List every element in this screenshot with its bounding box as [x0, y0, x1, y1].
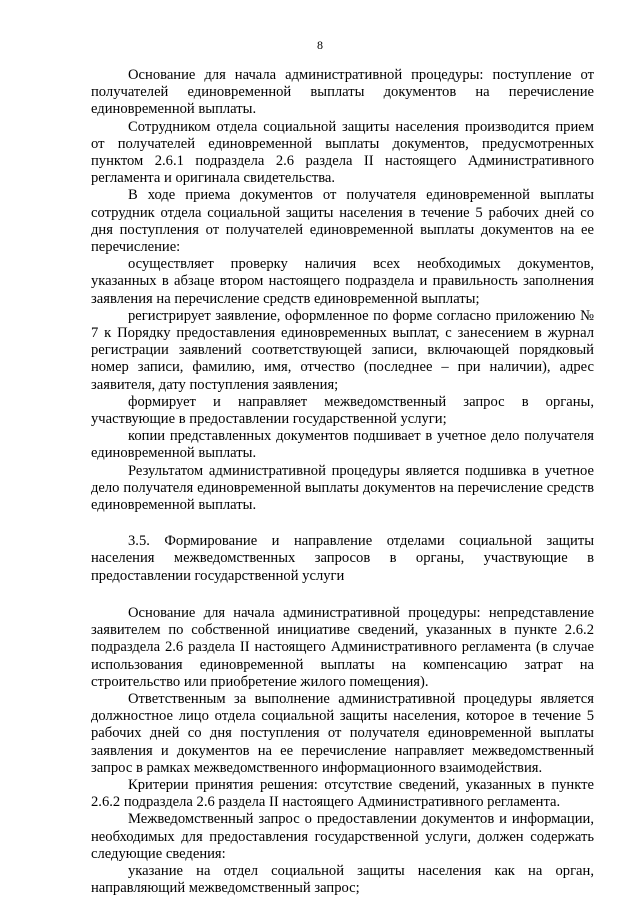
- list-item-check-documents: осуществляет проверку наличия всех необходимых документов, указанных в абзаце втором настоящего подраздела и правильность заполнения заявления на перечисление средств единовременной выплаты;: [91, 256, 594, 307]
- page-number: 8: [317, 38, 323, 52]
- list-item-file-copies: копии представленных документов подшивает в учетное дело получателя единовременной выплаты.: [91, 428, 594, 462]
- list-item-send-request: формирует и направляет межведомственный запрос в органы, участвующие в предоставлении государственной услуги;: [91, 393, 594, 428]
- paragraph-responsible: Ответственным за выполнение административной процедуры является должностное лицо отдела социальной защиты населения, которое в течение 5 рабочих дней со дня поступления от получателя единовременной выплаты заявления и документов на ее перечисление направляет межведомственный запрос в рамках межведомственного информационного взаимодействия.: [91, 690, 594, 776]
- document-body: [91, 67, 594, 897]
- section-heading-3-5: 3.5. Формирование и направление отделами социальной защиты населения межведомственных запросов в органы, участвующие в предоставлении государственной услуги: [91, 533, 594, 584]
- paragraph-result: Результатом административной процедуры является подшивка в учетное дело получателя единовременной выплаты документов на перечисление средств единовременной выплаты.: [91, 462, 594, 514]
- paragraph-criteria: Критерии принятия решения: отсутствие сведений, указанных в пункте 2.6.2 подраздела 2.6 раздела II настоящего Административного регламента.: [91, 776, 594, 811]
- paragraph-reception: Сотрудником отдела социальной защиты населения производится прием от получателей единовременной выплаты документов, предусмотренных пунктом 2.6.1 подраздела 2.6 раздела II настоящего Административного регламента и оригинала свидетельства.: [91, 118, 594, 187]
- paragraph-basis-transfer: Основание для начала административной процедуры: поступление от получателей единовременной выплаты документов на перечисление единовременной выплаты.: [91, 67, 594, 118]
- paragraph-reception-procedure: В ходе приема документов от получателя единовременной выплаты сотрудник отдела социальной защиты населения в течение 5 рабочих дней со дня поступления от получателей единовременной выплаты документов на ее перечисление:: [91, 187, 594, 256]
- list-item-register-application: регистрирует заявление, оформленное по форме согласно приложению № 7 к Порядку предоставления единовременных выплат, с занесением в журнал регистрации заявлений соответствующей записи, включающей порядковый номер записи, фамилию, имя, отчество (последнее – при наличии), адрес заявителя, дату поступления заявления;: [91, 307, 594, 393]
- paragraph-request-contents: Межведомственный запрос о предоставлении документов и информации, необходимых для предоставления государственной услуги, должен содержать следующие сведения:: [91, 811, 594, 862]
- list-item-department-indication: указание на отдел социальной защиты населения как на орган, направляющий межведомственный запрос;: [91, 862, 594, 897]
- paragraph-basis-request: Основание для начала административной процедуры: непредставление заявителем по собственной инициативе сведений, указанных в пункте 2.6.2 подраздела 2.6 раздела II настоящего Административного регламента (в случае использования единовременной выплаты на компенсацию затрат на строительство или приобретение жилого помещения).: [91, 604, 594, 690]
